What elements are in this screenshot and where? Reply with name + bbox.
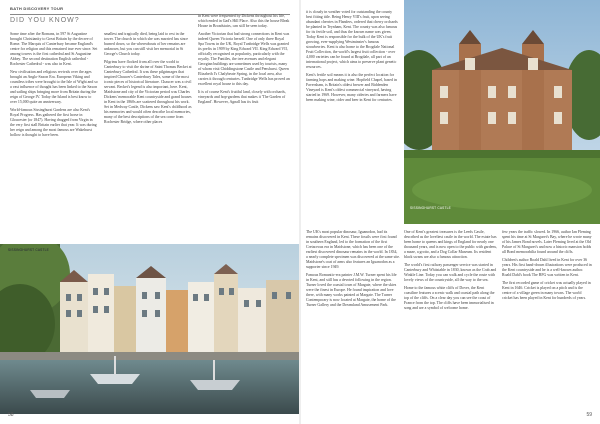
paragraph: The world's first railway passenger service was started in Canterbury and Whitstable in 1830, known as the Crab and Winkle Line. Today you can walk and cycle the route with lovely views of the countryside, all the way to the sea. [404, 263, 497, 282]
harbour-town-illustration [0, 244, 299, 414]
paragraph: It is of course Kent's fruitful land, closely with orchards, vineyards and hop-gardens that makes it 'The Garden of England'. However, Agnall has its fruit [198, 90, 286, 104]
left-column-2 [104, 32, 192, 242]
paragraph: Kent's fertile soil means it is also the perfect location for farming hops and making wine. Hopfield Chapel, based in Faversham, is Britain's oldest brewer and Biddenden Vineyard is Kent's oldest commercial vineyard, having started in 1969. However, many cideries and farmers have been making wine, cider and beer in Kent for centuries. [306, 73, 397, 102]
paragraph: it is cloudy in weather voted for outstanding the county best fitting title. Being Henry VIII's fruit, upon seeing abundant cherries in Flanders, ordered that cherry orchards be planted in Teynham, Kent. The county was also famous for its fertile soil, and thus the known name was given. Today Kent is responsible for the bulk of the UK's fruit growing, ever-supplying Westminster's famous strawberries. Kent is also home to the Brogdale National Fruit Collection, the world's largest fruit collection - over 4,000 varieties can be found at Brogdale, all part of an international project, which aims to preserve plant genetic resources. [306, 10, 398, 69]
paragraph: few years the traffic slowed. In 1966, author Ian Fleming spent his time at St Margaret's Bay, where he wrote many of his James Bond novels. Later Fleming lived at the Old Palace of St Margaret's and now a historic mansion holds all Bond memorabilia found around the cliffs. [502, 230, 592, 254]
photo-caption: SISSINGHURST CASTLE [8, 248, 49, 252]
left-column-3 [198, 14, 290, 242]
manor-house-photo [404, 0, 600, 224]
manor-house-illustration [404, 0, 600, 224]
left-column-1 [10, 32, 98, 242]
right-column-bottom-3 [502, 230, 592, 410]
page-gutter [299, 0, 301, 424]
paragraph: Pilgrims have flocked from all over the world to Canterbury to visit the shrine of Saint Thomas Becket at Canterbury Cathedral. It was these pilgrimages that inspired Chaucer's Canterbury Tales, some of the most iconic pieces of historical literature. Chaucer was a civil servant. Becket's legend is also important, here. Kent, Maidstone and city of the Victorian period was Charles Dickens' memorable Kent countryside and grand houses in Kent in the 1860s are scattered throughout his work. Set in Medway Castle, Dickens saw Kent's childhood as his memories and would often describe local memories, many of the best descriptions of the sea come from Rochester Bridge, where other places [104, 60, 192, 124]
page-number-left: 58 [8, 412, 14, 418]
right-column-top [306, 10, 398, 224]
paragraph: Home to the famous white cliffs of Dover, the Kent coastline features a scenic walk and coastal path along the top of the cliffs. On a clear day you can see the coast of France from the top. The cliffs have been immortalised in song and are a symbol of welcome home. [404, 286, 495, 310]
harbour-town-photo [0, 244, 299, 414]
paragraph: Children's author Roald Dahl lived in Kent for over 36 years. His first hand-drawn illustrations were produced in the Kent countryside and he is a well-known author. Roald Dahl's book The BFG was written in Kent. [502, 258, 592, 277]
article-kicker: DID YOU KNOW? [10, 17, 80, 24]
right-column-bottom-2 [404, 230, 498, 410]
page-number-right: 59 [586, 412, 592, 418]
section-header: BATH DISCOVERY TOUR [10, 6, 64, 11]
paragraph: The first recorded game of cricket was actually played in Kent in 1646. Cricket is played on a pitch and is the centre of a village green in many towns. The world cricket has been played in Kent for hundreds of years. [502, 281, 591, 300]
paragraph: The UK's most popular dinosaur, Iguanodon, had its remains discovered in Kent. These fossils were first found in southern England, led to the formation of the first Cretaceous era in Maidstone, which has been one of the earliest discovered dinosaur remains in the world. In 1834, a nearly complete specimen was discovered at the same site. Maidstone's coat of arms also features an Iguanodon as a supporter since 1949. [306, 230, 400, 269]
manor-caption: SISSINGHURST CASTLE [410, 206, 451, 210]
right-column-bottom-1 [306, 230, 400, 410]
paragraph: World-famous Sissinghurst Gardens are also Kent's Royal Progress. Has gathered the first horse in Gloucester (or 1847). Having dragged from Virgin in the very first stall Britain earlier that year. It was during her reign and among the most famous are Wakehurst hollow is thought to have been. [10, 108, 97, 137]
paragraph: Some time after the Romans, in 597 St Augustine brought Christianity to Great Britain by the decree of Rome. The Marquis of Canterbury became England's centre for religion and this remained true ever since. Set among towers is the first cathedral and St Augustine Abbey. The second destination English cathedral - Rochester Cathedral - was also in Kent. [10, 32, 98, 66]
paragraph: smallest and tragically died, being laid to rest in the tower. The church in which she was married has since burned down, so the whereabouts of her remains are unknown, but you can still visit her memorial in St George's Church today. [104, 32, 188, 56]
paragraph: New civilisation and religious revivals over the ages brought an Anglo-Saxon Era. European Viking and countless tribes were brought to the Isle of Wight and so a vast influence of thought has been linked to the Saxon and sailing ships bringing more from Britain during the reign of George IV. Today the Island is best know to over 15,000 quite an anniversary. [10, 70, 98, 104]
paragraph: in Kent were frequented by Dickens throughout his life, which ended in Gad's Hill Place. Also this the house Bleak House in Broadstairs, can still be seen today. [198, 14, 290, 28]
paragraph: Another Victorian that had strong connections in Kent was indeed Queen Victoria herself. One of only three Royal Spa Towns in the UK, Royal Tunbridge Wells was granted its prefix in 1909 by King Edward VII. King Edward VII, officially recognised as popularity, particularly with the royalty. The Pantiles, the tree avenues and elegant Georgian buildings are sometimes used by tourists, many of whom visit Chiddingstone Castle and Penshurst. Queen Elizabeth I's Chalybeate Spring, in the local area, also carries it through centuries. Tunbridge Wells has proved an excellent royal house to this day. [198, 32, 290, 86]
paragraph: One of Kent's greatest treasures is the Leeds Castle, described as the loveliest castle in the world. The estate has been home to queens and kings of England for nearly one thousand years, and is now open to the public with gardens, a maze, a grotto, and a Dog Collar Museum. Its resident black swans are also a famous attraction. [404, 230, 497, 259]
paragraph: Famous Romantic-era painter J.M.W. Turner spent his life in Kent, and still has a devoted following in the region. Turner loved the coastal town of Margate, where the skies were the finest in Europe. He found inspiration and love there, with many works painted at Margate. The Turner Contemporary is now located at Margate, the home of the Turner Gallery and the Dreamland Amusement Park. [306, 273, 397, 307]
